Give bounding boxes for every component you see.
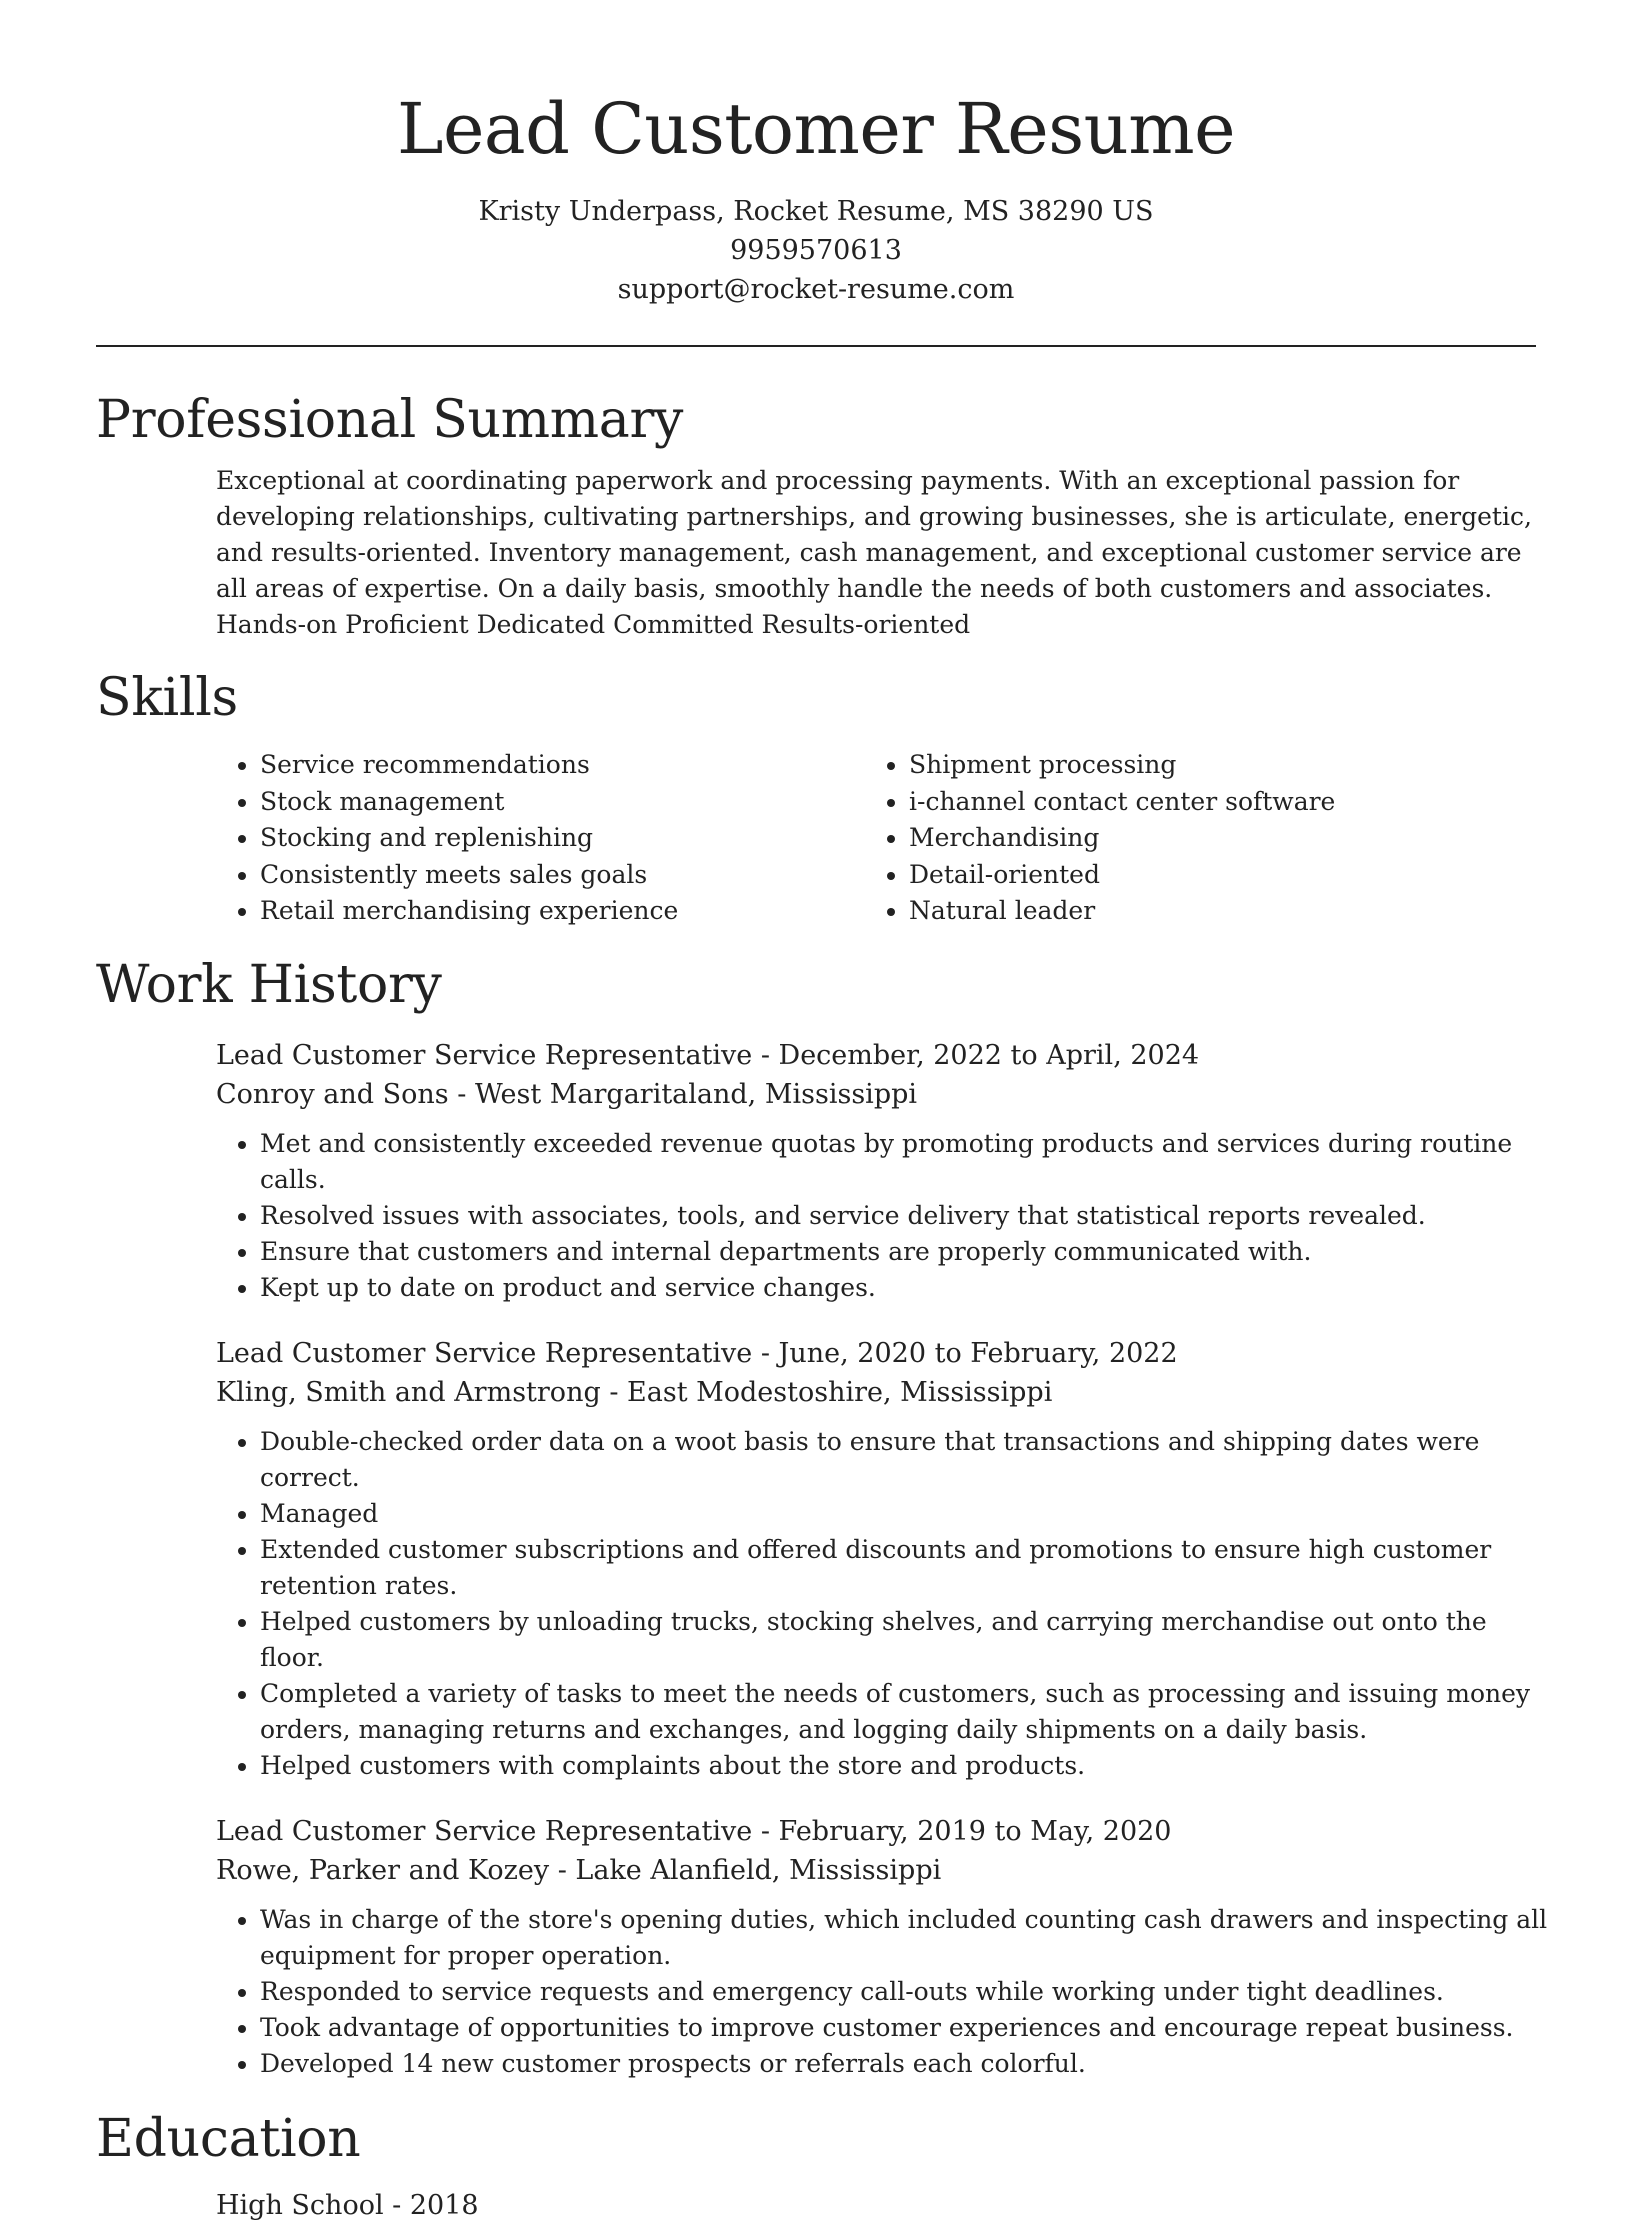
job-bullet: • Ensure that customers and internal departments are properly communicated with. xyxy=(260,1234,1550,1270)
job-title: Lead Customer Service Representative - February, 2019 to May, 2020 xyxy=(216,1815,1172,1847)
work-history-heading: Work History xyxy=(96,954,442,1015)
job-bullet: • Responded to service requests and emergency call-outs while working under tight deadlines. xyxy=(260,1974,1550,2010)
skill-item: • Service recommendations xyxy=(260,747,865,784)
job-bullet: • Helped customers by unloading trucks, stocking shelves, and carrying merchandise out onto the floor. xyxy=(260,1604,1550,1676)
job-bullet: • Helped customers with complaints about the store and products. xyxy=(260,1748,1550,1784)
skill-item: • Consistently meets sales goals xyxy=(260,857,865,894)
job-company: Conroy and Sons - West Margaritaland, Mississippi xyxy=(216,1078,918,1110)
job-company: Rowe, Parker and Kozey - Lake Alanfield, Mississippi xyxy=(216,1854,942,1886)
skill-item: • Shipment processing xyxy=(909,747,1514,784)
job-bullets xyxy=(216,1902,1550,2082)
job-bullet: • Completed a variety of tasks to meet the needs of customers, such as processing and issuing money orders, managing returns and exchanges, and logging daily shipments on a daily basis. xyxy=(260,1676,1550,1748)
job-entry xyxy=(216,1812,1548,2082)
job-bullet: • Developed 14 new customer prospects or referrals each colorful. xyxy=(260,2046,1550,2082)
skills-list xyxy=(216,747,1536,930)
job-bullet: • Kept up to date on product and service changes. xyxy=(260,1270,1550,1306)
skill-item: • Stock management xyxy=(260,784,865,821)
skills-heading: Skills xyxy=(96,668,238,728)
summary-heading: Professional Summary xyxy=(96,390,684,450)
job-bullet: • Double-checked order data on a woot basis to ensure that transactions and shipping dates were correct. xyxy=(260,1424,1550,1496)
skills-column-left xyxy=(216,747,865,930)
job-entry xyxy=(216,1036,1536,1306)
summary-text: Exceptional at coordinating paperwork and processing payments. With an exceptional passion for developing relationships, cultivating partnerships, and growing businesses, she is articulate, energetic, and results-oriented. Inventory management, cash management, and exceptional customer service are all areas of expertise. On a daily basis, smoothly handle the needs of both customers and associates. Hands-on Proficient Dedicated Committed Results-oriented xyxy=(216,466,1532,639)
job-company: Kling, Smith and Armstrong - East Modestoshire, Mississippi xyxy=(216,1376,1053,1408)
email: support@rocket-resume.com xyxy=(617,274,1015,305)
page-title: Lead Customer Resume xyxy=(397,88,1235,170)
skill-item: • Natural leader xyxy=(909,893,1514,930)
job-bullet: • Took advantage of opportunities to improve customer experiences and encourage repeat business. xyxy=(260,2010,1550,2046)
skill-item: • Merchandising xyxy=(909,820,1514,857)
phone: 9959570613 xyxy=(730,235,902,266)
job-bullet: • Met and consistently exceeded revenue quotas by promoting products and services during routine calls. xyxy=(260,1126,1550,1198)
job-bullet: • Was in charge of the store's opening duties, which included counting cash drawers and inspecting all equipment for proper operation. xyxy=(260,1902,1550,1974)
header-divider xyxy=(96,345,1536,347)
job-entry xyxy=(216,1334,1536,1784)
address: Kristy Underpass, Rocket Resume, MS 38290 US xyxy=(478,196,1154,227)
job-bullets xyxy=(216,1424,1550,1784)
job-bullets xyxy=(216,1126,1550,1306)
contact-info xyxy=(96,192,1536,309)
job-title: Lead Customer Service Representative - June, 2020 to February, 2022 xyxy=(216,1337,1178,1369)
resume-page xyxy=(96,0,1548,2225)
job-bullet: • Managed xyxy=(260,1496,1550,1532)
education-entry: High School - 2018 xyxy=(216,2189,479,2221)
skill-item: • Detail-oriented xyxy=(909,857,1514,894)
skill-item: • Stocking and replenishing xyxy=(260,820,865,857)
job-bullet: • Extended customer subscriptions and offered discounts and promotions to ensure high customer retention rates. xyxy=(260,1532,1550,1604)
job-bullet: • Resolved issues with associates, tools, and service delivery that statistical reports revealed. xyxy=(260,1198,1550,1234)
job-title: Lead Customer Service Representative - December, 2022 to April, 2024 xyxy=(216,1039,1200,1071)
skill-item: • i-channel contact center software xyxy=(909,784,1514,821)
education-heading: Education xyxy=(96,2108,361,2169)
skill-item: • Retail merchandising experience xyxy=(260,893,865,930)
skills-column-right xyxy=(865,747,1514,930)
